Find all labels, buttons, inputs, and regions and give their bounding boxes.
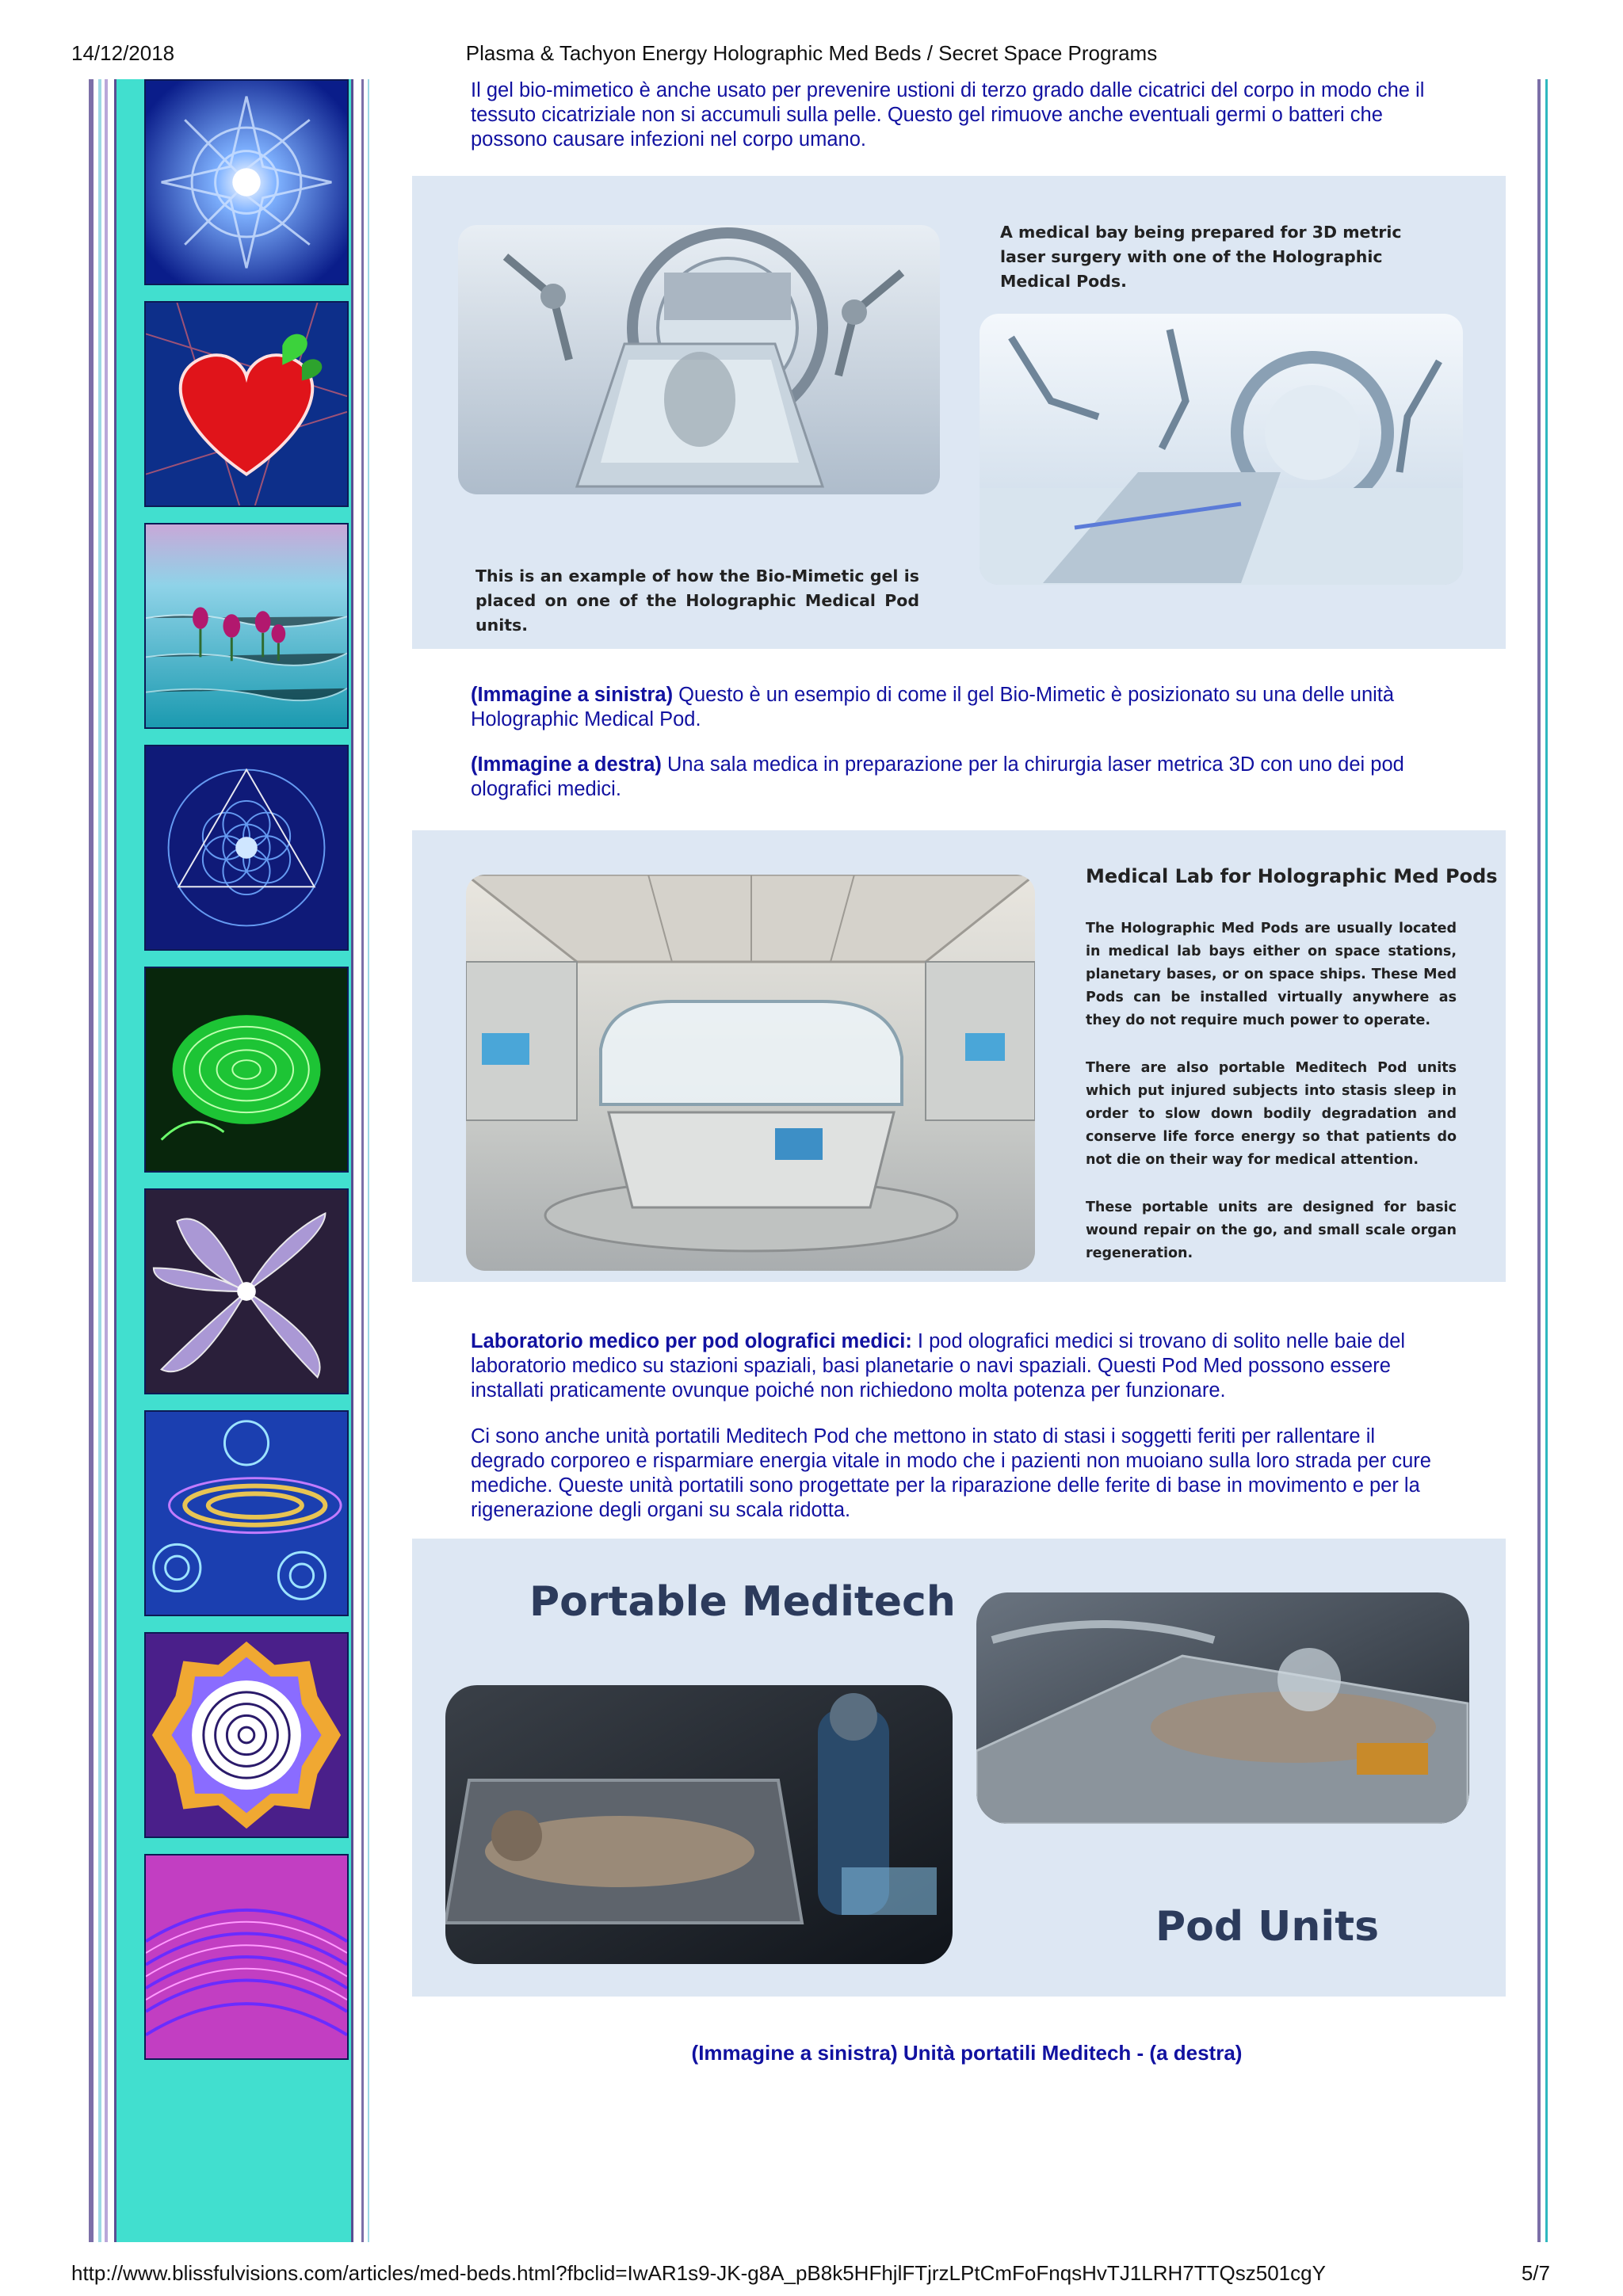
text-image-left: Questo è un esempio di come il gel Bio-Mimetic è posizionato su una delle unità Holographic Medical Pod. xyxy=(471,684,1395,730)
caption-bio-mimetic-gel: This is an example of how the Bio-Mimetic gel is placed on one of the Holographic Medical Pod units. xyxy=(475,566,919,635)
sidebar-divider xyxy=(368,79,369,2242)
caption-med-bay: A medical bay being prepared for 3D metric laser surgery with one of the Holographic Medical Pods. xyxy=(1000,223,1402,291)
page-url[interactable]: http://www.blissfulvisions.com/articles/med-beds.html?fbclid=IwAR1s9-JK-g8A_pB8k5HFhjlFTjrzLPtCmFoFnqsHvTJ1LRH7TTQsz501cgY xyxy=(71,2261,1326,2285)
page-number: 5/7 xyxy=(1521,2261,1550,2285)
blue-mandala-image[interactable] xyxy=(144,79,349,285)
print-date: 14/12/2018 xyxy=(71,41,175,65)
bio-mimetic-gel-photo[interactable] xyxy=(458,225,940,494)
portable-meditech-title: Portable Meditech xyxy=(529,1578,956,1626)
medical-bay-photo[interactable] xyxy=(980,314,1463,585)
label-image-left: (Immagine a sinistra) xyxy=(471,684,674,706)
paragraph-image-left xyxy=(471,683,1453,732)
print-header xyxy=(0,41,1623,70)
sidebar-divider xyxy=(361,79,364,2242)
right-rail-stripe xyxy=(1545,79,1548,2242)
meditech-paragraph: There are also portable Meditech Pod units which put injured subjects into stasis sleep in order to slow down bodily degradation and conserve life force energy so that patients do not die on their way for medical attention. xyxy=(1086,1060,1457,1168)
green-fractal-image[interactable] xyxy=(144,967,349,1173)
kaleidoscope-image[interactable] xyxy=(144,1632,349,1838)
paragraph-meditech: Ci sono anche unità portatili Meditech Pod che mettono in stato di stasi i soggetti feriti per rallentare il degrado corporeo e risparmiare energia vitale in modo che i pazienti non muoiano sulla loro strada per cure mediche. Queste unità portatili sono progettate per la riparazione delle ferite di base in movimento e per la rigenerazione degli organi su scala ridotta. xyxy=(471,1425,1431,1521)
label-image-right: (Immagine a destra) xyxy=(471,753,662,776)
figure-medical-lab xyxy=(412,830,1506,1282)
paragraph-image-right xyxy=(471,753,1453,802)
pod-units-title: Pod Units xyxy=(1155,1903,1380,1951)
left-rail-stripe xyxy=(89,79,94,2242)
page-title: Plasma & Tachyon Energy Holographic Med Beds / Secret Space Programs xyxy=(465,41,1158,65)
pink-fractal-image[interactable] xyxy=(144,1854,349,2060)
sidebar xyxy=(114,79,353,2242)
medical-lab-paragraph: The Holographic Med Pods are usually located in medical lab bays either on space stations, planetary bases, or on space ships. These Med Pods can be installed virtually anywhere as they do not require much power to operate. xyxy=(1086,921,1457,1028)
label-medical-lab: Laboratorio medico per pod olografici medici: xyxy=(471,1330,912,1352)
intro-paragraph: Il gel bio-mimetico è anche usato per prevenire ustioni di terzo grado dalle cicatrici del corpo in modo che il tessuto cicatriziale non si accumuli sulla pelle. Questo gel rimuove anche eventuali germi o batteri che possono causare infezioni nel corpo umano. xyxy=(471,79,1425,151)
pod-units-photo[interactable] xyxy=(976,1592,1469,1824)
red-heart-image[interactable] xyxy=(144,301,349,507)
portable-meditech-photo[interactable] xyxy=(445,1685,953,1964)
portable-units-paragraph: These portable units are designed for basic wound repair on the go, and small scale organ regeneration. xyxy=(1086,1199,1457,1261)
paragraph-medical-lab xyxy=(471,1329,1453,1403)
text-medical-lab: I pod olografici medici si trovano di solito nelle baie del laboratorio medico su stazioni spaziali, basi planetarie o navi spaziali. Questi Pod Med possono essere installati praticamente ovunque poiché non richiedono molta potenza per funzionare. xyxy=(471,1330,1406,1402)
figure-portable-meditech xyxy=(412,1539,1506,1997)
medical-lab-photo[interactable] xyxy=(466,875,1035,1271)
flower-of-life-image[interactable] xyxy=(144,745,349,951)
final-caption: (Immagine a sinistra) Unità portatili Meditech - (a destra) xyxy=(691,2041,1243,2065)
medical-lab-title: Medical Lab for Holographic Med Pods xyxy=(1086,865,1498,887)
print-footer xyxy=(0,2261,1623,2290)
left-rail-stripe xyxy=(98,79,101,2242)
text-image-right: Una sala medica in preparazione per la chirurgia laser metrica 3D con uno dei pod olografici medici. xyxy=(471,753,1404,800)
right-rail-stripe xyxy=(1537,79,1541,2242)
left-rail-stripe xyxy=(105,79,108,2242)
figure-med-bay xyxy=(412,176,1506,649)
ripple-pattern-image[interactable] xyxy=(144,1410,349,1616)
purple-flower-image[interactable] xyxy=(144,1188,349,1394)
tulips-water-image[interactable] xyxy=(144,523,349,729)
